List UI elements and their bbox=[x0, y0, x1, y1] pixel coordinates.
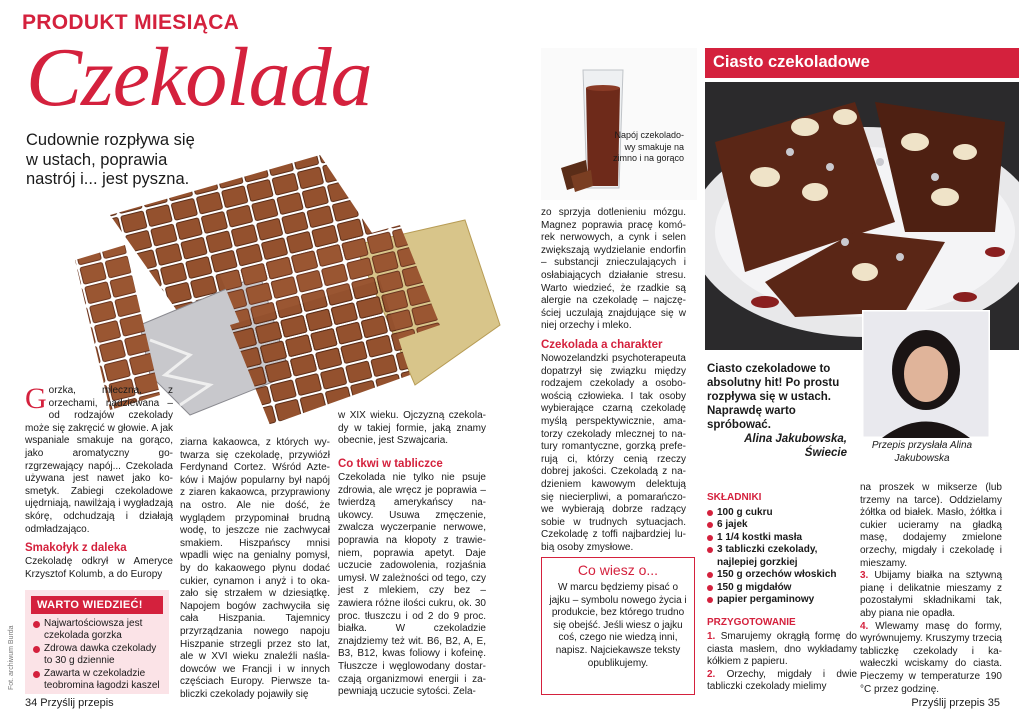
ingredient-item: 150 g orzechów włoskich bbox=[707, 569, 857, 582]
ingredients-block bbox=[707, 492, 857, 694]
co-wiesz-box bbox=[541, 557, 695, 695]
prep-heading: PRZYGOTOWANIE bbox=[707, 616, 796, 628]
list-item: Najwartościowsza jest czekolada gorzka bbox=[33, 618, 161, 643]
ingredient-item: 3 tabliczki czekolady, najlepiej gorzkiej bbox=[707, 544, 857, 569]
co-wiesz-text: W marcu będziemy pisać o jajku – symbolu nowego życia i produkcie, bez którego trudno się obejść. Jeśli wiesz o jajku coś, czego nie wiedzą inni, napisz. Najciekawsze teksty opublikujemy. bbox=[549, 582, 687, 669]
ingredient-item: papier pergaminowy bbox=[707, 594, 857, 607]
smakolyk-text: Czekoladę odkrył w Ameryce Krzysztof Kolumb, a do Europy bbox=[25, 556, 173, 580]
footer-left: 34 Przyślij przepis bbox=[25, 697, 114, 709]
tkwi-text: Czekolada nie tylko nie psuje zdrowia, ale wręcz je poprawia – twierdzą amerykańscy naukowcy. Usuwa zmęczenie, zwalcza wyczerpanie nerwowe, poprawia na kłopoty z trawieniem, poprawia apetyt. Daje uczucie zadowolenia, rozjaśnia umysł. W zależności od tego, czy jest z mlekiem, czy bez – zawiera różne ilości cukru, ok. 30 proc. tłuszczu i od 2 do 9 proc. białka. W czekoladzie znajdziemy też wit. B6, B2, A, E, B3, B12, kwas foliowy i kofeinę. Tłuszcze i węglowodany dostarczają organizmowi energii i zapewniają uczucie sytości. Zela- bbox=[338, 472, 486, 698]
footer-right: Przyślij przepis 35 bbox=[911, 697, 1000, 709]
heading-charakter: Czekolada a charakter bbox=[541, 339, 663, 351]
lead-text: Cudownie rozpływa się w ustach, poprawia nastrój i... jest pyszna. bbox=[26, 131, 195, 188]
drink-caption: Napój czekoladowy smakuje na zimno i na gorąco bbox=[612, 130, 684, 163]
recipe-quote: Ciasto czekoladowe to absolutny hit! Po prostu rozpływa się w ustach. Naprawdę warto spróbować. Alina Jakubowska, Świecie bbox=[707, 363, 847, 459]
list-item: Zawarta w czekoladzie teobromina łagodzi kaszel bbox=[33, 668, 161, 693]
photo-credit: Fot. archiwum Burda bbox=[8, 625, 15, 690]
co-wiesz-heading: Co wiesz o... bbox=[577, 562, 659, 578]
section-kicker: PRODUKT MIESIĄCA bbox=[22, 11, 240, 34]
ingredient-item: 6 jajek bbox=[707, 519, 857, 532]
ingredient-item: 150 g migdałów bbox=[707, 582, 857, 595]
ingredient-item: 100 g cukru bbox=[707, 507, 857, 520]
ingredients-heading: SKŁADNIKI bbox=[707, 492, 762, 503]
heading-smakolyk: Smakołyk z daleka bbox=[25, 542, 127, 554]
warto-wiedziec-box bbox=[25, 590, 169, 694]
drop-cap: G bbox=[25, 382, 47, 415]
warto-wiedziec-heading: WARTO WIEDZIEĆ! bbox=[31, 596, 163, 614]
recipe-title-bar: Ciasto czekoladowe bbox=[705, 48, 1019, 78]
drink-photo bbox=[541, 48, 697, 200]
heading-tkwi: Co tkwi w tabliczce bbox=[338, 458, 443, 470]
list-item: Zdrowa dawka czekolady to 30 g dziennie bbox=[33, 643, 161, 668]
page-title: Czekolada bbox=[26, 31, 372, 124]
prep-step-1: 1. Smarujemy okrągłą formę do ciasta masłem, dno wykładamy kółkiem z papieru. bbox=[707, 631, 857, 667]
switzerland-paragraph: w XIX wieku. Ojczyzną czekolady w takiej formie, jaką znamy obecnie, jest Szwajcaria. bbox=[338, 410, 486, 447]
charakter-text: Nowozelandzki psychoterapeuta dopatrzył się związku między rodzajem czekolady a osobowością człowieka. I tak osoby wybierające czarną czekoladę myślą perspektywicznie, amatorzy czekolady mlecznej to natury romantyczne, gorzką preferują ci, którzy cenią rzeczy dobrej jakości. Czekoladą z nadzieniem kawowym delektują się niecierpliwi, a pomarańczowe wybierają dobrze radzący sobie w trudnych sytuacjach. Czekoladę z toffi najbardziej lubią osoby zmysłowe. bbox=[541, 353, 686, 553]
history-paragraph: ziarna kakaowca, z których wytwarza się czekoladę, przywiózł Ferdynand Cortez. Wśród Azteków i Majów popularny był napój z ziaren kakaowca, przyprawiony na ostro. Ale nie dość, że wyglądem przypominał brudną wodę, to jeszcze nie zachwycał smakiem. Hiszpańscy mnisi wpadli więc na genialny pomysł, by do kakaowego płynu dodać cukier, cynamon i anyż i to okazało się strzałem w dziesiątkę. Napojem bogów zachwyciła się cała Hiszpania. Tajemnicy przyrządzania nowego napoju Hiszpanie strzegli przez sto lat, ale w XVI wieku znaleźli naśladowców we Francji i w innych częściach Europy. Pierwsze tabliczki czekolady pojawiły się bbox=[180, 437, 330, 700]
author-photo-caption: Przepis przysłała Alina Jakubowska bbox=[871, 440, 973, 464]
author-photo bbox=[862, 310, 990, 438]
prep-step-2: 2. Orzechy, migdały i dwie tabliczki czekolady mielimy bbox=[707, 668, 858, 692]
intro-paragraph: Gorzka, mleczna, z orzechami, nadziewana – od rodzajów czekolady może się zakręcić w głowie. A jak wspaniale smakuje na gorąco, jako aromatyczny gorzgrzewający napój... Czekolada używana jest nawet jako kosmetyk. Zabiegi czekoladowe ujędrniają, nawilżają i wygładzają skórę, odchudzają i działają odmładzająco. bbox=[25, 382, 173, 535]
prep-continued: na proszek w mikserze (lub trzemy na tarce). Oddzielamy żółtka od białek. Masło, żółtka i cukier ucieramy na gładką masę, dodajemy zmielone orzechy, migdały i czekoladę i mieszamy. 3. Ubijamy białka na sztywną pianę i delikatnie mieszamy z pozostałymi składnikami tak, aby piana nie opadła. 4. Wlewamy masę do formy, wyrównujemy. Kruszymy trzecią tabliczkę czekolady i kawałeczki wciskamy do ciasta. Pieczemy w temperaturze 190 °C przez godzinę. bbox=[860, 482, 1003, 695]
quote-author: Alina Jakubowska, Świecie bbox=[744, 433, 847, 459]
ingredient-item: 1 1/4 kostki masła bbox=[707, 532, 857, 545]
health-paragraph: zo sprzyja dotlenieniu mózgu. Magnez poprawia pracę komórek nerwowych, a cynk i selen zwiększają wydzielanie endorfin – substancji znieczulających i osłabiających działanie stresu. Warto wiedzieć, że rzadkie są alergie na czekoladę – najczęściej uczulają znajdujące się w niej orzechy i mleko. bbox=[541, 207, 686, 332]
